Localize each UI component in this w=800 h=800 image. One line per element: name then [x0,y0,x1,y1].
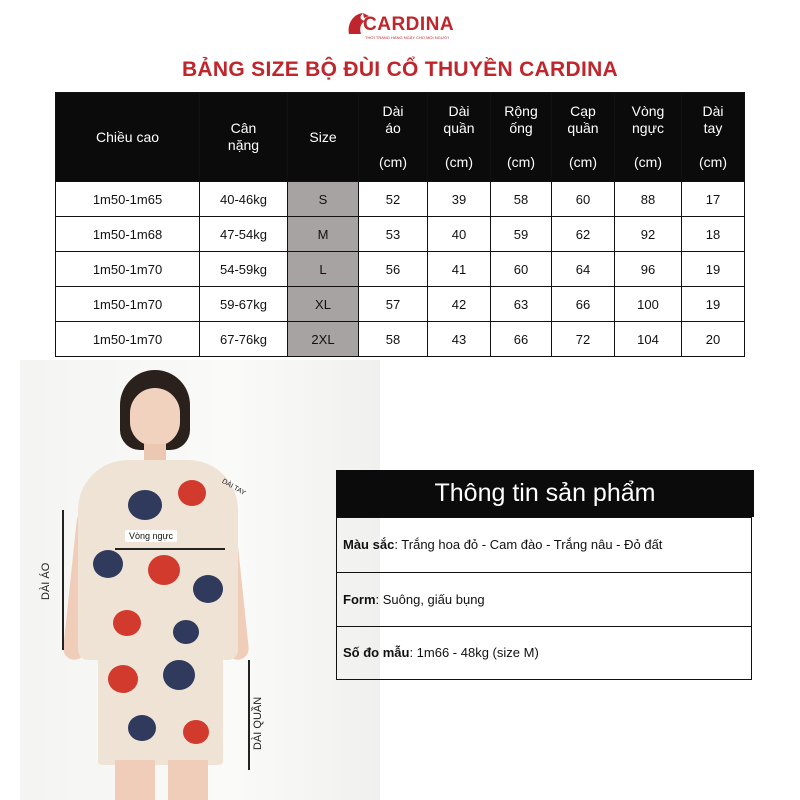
cell-size: L [288,252,359,287]
size-table [55,92,745,357]
page-title: BẢNG SIZE BỘ ĐÙI CỔ THUYỀN CARDINA [181,58,619,81]
header-weight: Cân nặng [200,93,288,182]
table-row [56,287,745,322]
info-form-value: : Suông, giấu bụng [375,592,485,607]
table-row [56,182,745,217]
cell-dai-ao: 58 [359,322,428,357]
print-flower [163,660,195,690]
info-model-label: Số đo mẫu [343,645,410,660]
brand-tagline: THỜI TRANG HÀNG NGÀY CHO MỌI NGƯỜI [365,35,449,40]
info-model-value: : 1m66 - 48kg (size M) [409,645,539,660]
table-row [56,217,745,252]
cell-vong-nguc: 88 [615,182,682,217]
info-form-label: Form [343,592,376,607]
cell-vong-nguc: 104 [615,322,682,357]
cell-height: 1m50-1m65 [56,182,200,217]
cell-size: 2XL [288,322,359,357]
model-leg-left [115,760,155,800]
vong-nguc-arrow [115,548,225,550]
cell-vong-nguc: 100 [615,287,682,322]
cell-rong-ong: 59 [491,217,552,252]
cell-height: 1m50-1m70 [56,322,200,357]
model-face [130,388,180,446]
cell-size: M [288,217,359,252]
brand-name: CARDINA [363,14,455,35]
cell-dai-ao: 56 [359,252,428,287]
print-flower [178,480,206,506]
cell-cap-quan: 66 [552,287,615,322]
cell-dai-ao: 52 [359,182,428,217]
print-flower [183,720,209,744]
cell-dai-quan: 41 [428,252,491,287]
header-rong-ong: Rộng ống (cm) [491,93,552,182]
table-row [56,322,745,357]
dai-quan-label: DÀI QUẦN [252,696,264,750]
info-row-model [336,626,752,680]
cell-dai-tay: 19 [682,252,745,287]
cell-rong-ong: 66 [491,322,552,357]
print-flower [173,620,199,644]
cell-height: 1m50-1m68 [56,217,200,252]
cell-dai-ao: 53 [359,217,428,252]
header-cap-quan: Cạp quần (cm) [552,93,615,182]
floral-shorts [98,650,223,765]
dai-tay-label: DÀI TAY [220,478,247,498]
product-info-heading: Thông tin sản phẩm [336,470,754,517]
info-row-color [336,517,752,573]
cell-size: XL [288,287,359,322]
cell-vong-nguc: 92 [615,217,682,252]
size-table-header [56,93,745,182]
cell-weight: 59-67kg [200,287,288,322]
dai-ao-arrow [62,510,64,650]
header-dai-tay: Dài tay (cm) [682,93,745,182]
vong-nguc-label: Vòng ngực [125,530,177,542]
print-flower [108,665,138,693]
info-row-form [336,572,752,627]
cell-dai-tay: 19 [682,287,745,322]
print-flower [93,550,123,578]
print-flower [148,555,180,585]
table-row [56,252,745,287]
header-size: Size [288,93,359,182]
cell-dai-tay: 17 [682,182,745,217]
dai-quan-arrow [248,660,250,770]
cell-dai-quan: 40 [428,217,491,252]
cell-dai-quan: 42 [428,287,491,322]
cell-height: 1m50-1m70 [56,287,200,322]
print-flower [128,715,156,741]
cell-cap-quan: 64 [552,252,615,287]
dai-ao-label: DÀI ÁO [40,562,52,600]
cell-dai-ao: 57 [359,287,428,322]
print-flower [128,490,162,520]
print-flower [193,575,223,603]
cell-dai-tay: 20 [682,322,745,357]
cell-weight: 67-76kg [200,322,288,357]
cell-rong-ong: 60 [491,252,552,287]
cell-height: 1m50-1m70 [56,252,200,287]
info-color-value: : Trắng hoa đỏ - Cam đào - Trắng nâu - Đỏ đất [394,537,663,552]
cell-weight: 54-59kg [200,252,288,287]
info-color-label: Màu sắc [343,537,395,552]
header-vong-nguc: Vòng ngực (cm) [615,93,682,182]
print-flower [113,610,141,636]
cell-dai-tay: 18 [682,217,745,252]
header-dai-ao: Dài áo (cm) [359,93,428,182]
cell-weight: 47-54kg [200,217,288,252]
cell-size: S [288,182,359,217]
model-leg-right [168,760,208,800]
cell-cap-quan: 62 [552,217,615,252]
brand-logo [345,8,465,42]
cell-rong-ong: 58 [491,182,552,217]
model-photo [20,360,380,800]
header-dai-quan: Dài quần (cm) [428,93,491,182]
cell-cap-quan: 60 [552,182,615,217]
floral-top [78,460,238,660]
cell-vong-nguc: 96 [615,252,682,287]
header-height: Chiều cao [56,93,200,182]
cell-rong-ong: 63 [491,287,552,322]
cell-weight: 40-46kg [200,182,288,217]
cell-dai-quan: 43 [428,322,491,357]
cell-cap-quan: 72 [552,322,615,357]
cell-dai-quan: 39 [428,182,491,217]
